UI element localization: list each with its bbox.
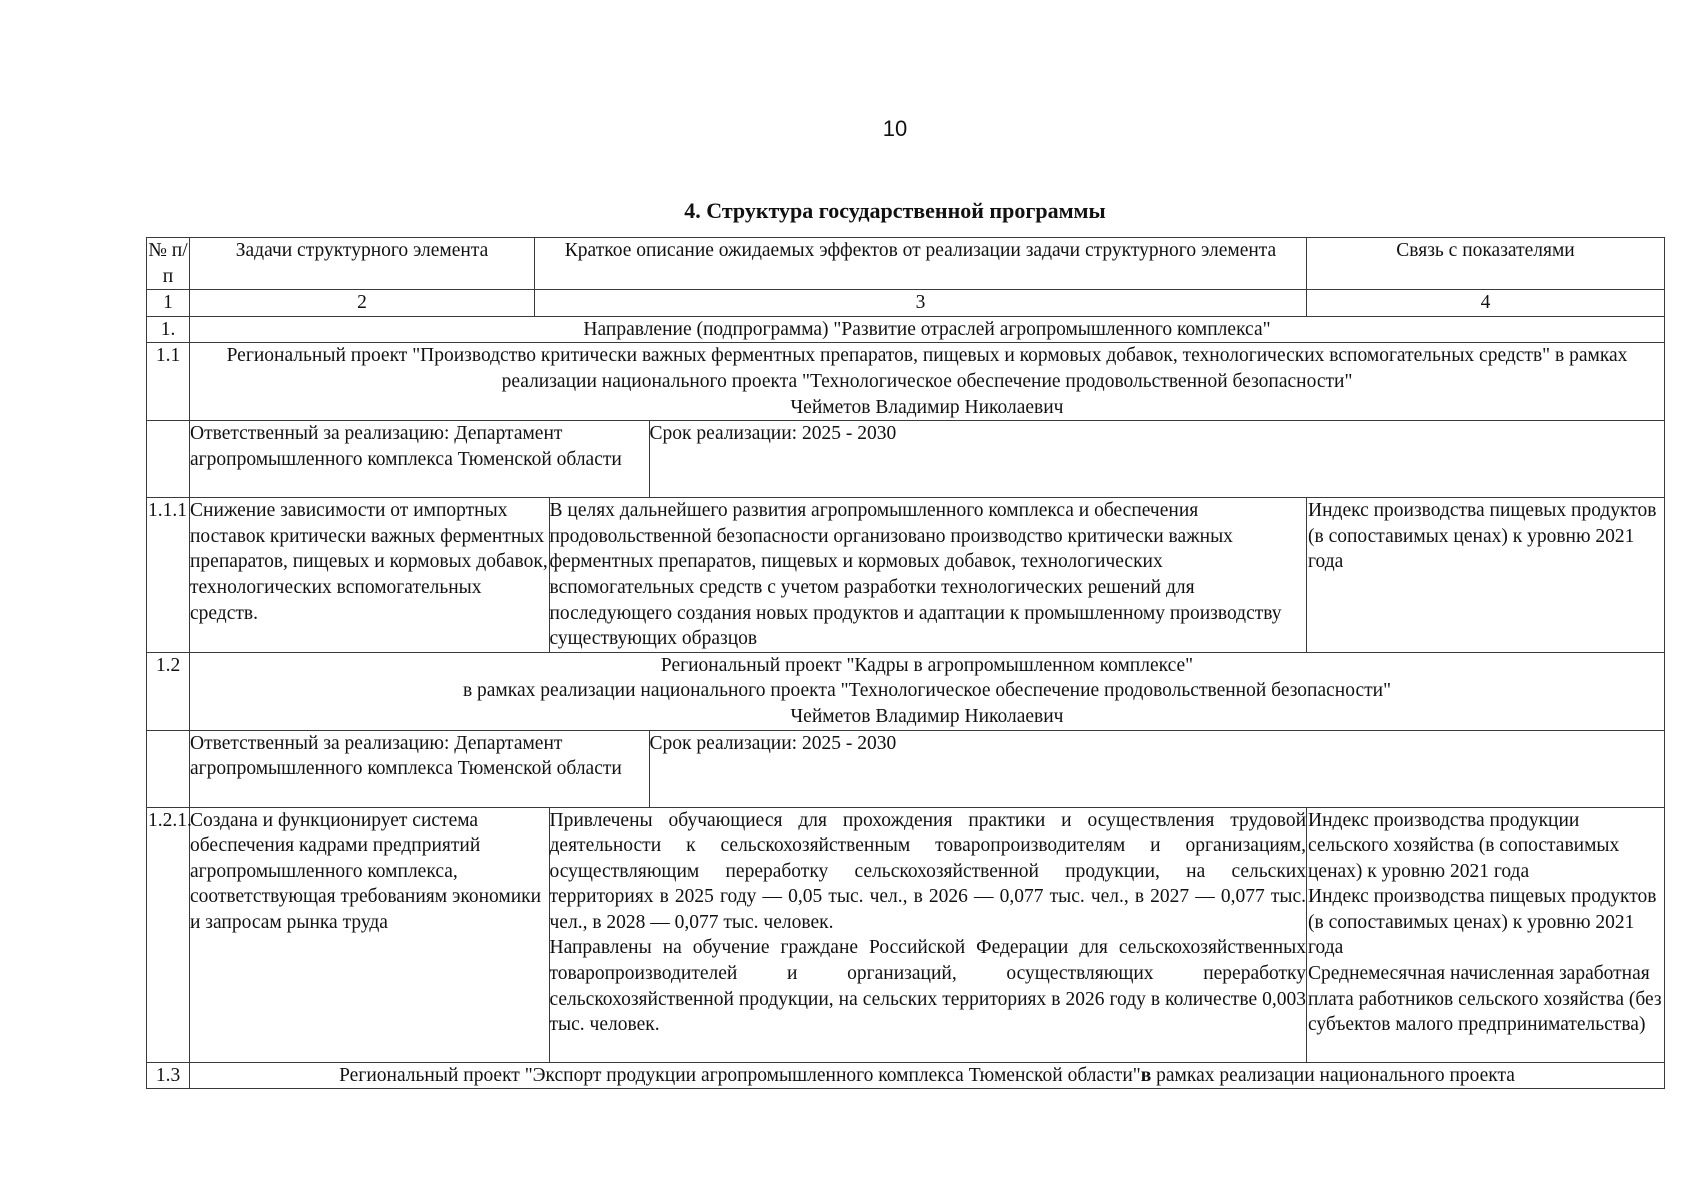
responsible-layout <box>190 421 1664 497</box>
project-title <box>190 652 1665 730</box>
column-number: 2 <box>190 290 535 317</box>
header-num: № п/п <box>147 238 190 290</box>
task-row-1-2-1 <box>147 807 1665 1062</box>
row-number: 1.2 <box>147 652 190 730</box>
responsible-layout <box>190 731 1664 807</box>
project-name: Региональный проект "Кадры в агропромышленном комплексе" <box>660 654 1194 676</box>
indicator-description: Индекс производства пищевых продуктов (в сопоставимых ценах) к уровню 2021 года <box>1307 498 1665 653</box>
project-row-1-1 <box>147 343 1665 421</box>
implementation-term: Срок реализации: 2025 - 2030 <box>649 423 897 445</box>
responsible-row-1-1 <box>147 421 1665 498</box>
project-name-bold: в <box>1140 1064 1152 1086</box>
project-name: Региональный проект "Производство критически важных ферментных препаратов, пищевых и кормовых добавок, технологических вспомогательных средств" в рамках реализации национального проекта "Технологическое обеспечение продовольственной безопасности" <box>226 345 1628 392</box>
task-and-effect-cell <box>190 498 1307 653</box>
indicator-item: Индекс производства пищевых продуктов (в сопоставимых ценах) к уровню 2021 года <box>1308 886 1657 959</box>
effect-paragraph: Привлечены обучающиеся для прохождения практики и осуществления трудовой деятельности к сельскохозяйственным товаропроизводителям и организациям, осуществляющим переработку сельскохозяйственной продукции, на сельских территориях в 2025 году — 0,05 тыс. чел., в 2026 — 0,077 тыс. чел., в 2027 — 0,077 тыс. чел., в 2028 — 0,077 тыс. человек. <box>549 809 1306 933</box>
column-number: 3 <box>535 290 1307 317</box>
row-number: 1.1 <box>147 343 190 421</box>
task-layout <box>190 498 1306 652</box>
project-context: в рамках реализации национального проекта "Технологическое обеспечение продовольственной безопасности" <box>462 680 1392 702</box>
project-leader: Чейметов Владимир Николаевич <box>790 396 1064 418</box>
empty-cell <box>147 421 190 498</box>
project-leader: Чейметов Владимир Николаевич <box>790 705 1064 727</box>
column-number: 1 <box>147 290 190 317</box>
project-title <box>190 343 1665 421</box>
empty-cell <box>147 730 190 807</box>
responsible-cell <box>190 421 1665 498</box>
responsible-row-1-2 <box>147 730 1665 807</box>
row-number: 1.2.1. <box>147 807 190 1062</box>
program-structure-table <box>146 237 1665 1089</box>
header-tasks: Задачи структурного элемента <box>190 238 535 290</box>
header-indicators: Связь с показателями <box>1307 238 1665 290</box>
task-and-effect-cell <box>190 807 1307 1062</box>
project-name: Региональный проект "Экспорт продукции агропромышленного комплекса Тюменской области" <box>339 1064 1141 1086</box>
task-description: Снижение зависимости от импортных поставок критически важных ферментных препаратов, пищевых и кормовых добавок, технологических вспомогательных средств. <box>190 498 549 652</box>
responsible-department: Ответственный за реализацию: Департамент агропромышленного комплекса Тюменской области <box>190 421 649 497</box>
responsible-cell <box>190 730 1665 807</box>
effect-description: В целях дальнейшего развития агропромышленного комплекса и обеспечения продовольственной безопасности организовано производство критически важных ферментных препаратов, пищевых и кормовых добавок, технологических вспомогательных средств с учетом разработки технологических решений для последующего создания новых продуктов и адаптации к промышленному производству существующих образцов <box>549 500 1282 650</box>
header-effects: Краткое описание ожидаемых эффектов от реализации задачи структурного элемента <box>535 238 1307 290</box>
indicator-description <box>1307 807 1665 1062</box>
row-number: 1.1.1 <box>147 498 190 653</box>
direction-title: Направление (подпрограмма) "Развитие отраслей агропромышленного комплекса" <box>190 316 1665 343</box>
indicator-item: Среднемесячная начисленная заработная плата работников сельского хозяйства (без субъектов малого предпринимательства) <box>1308 963 1662 1036</box>
header-row <box>147 238 1665 290</box>
project-row-1-3 <box>147 1062 1665 1089</box>
column-number: 4 <box>1307 290 1665 317</box>
project-title <box>190 1062 1665 1089</box>
row-number: 1.3 <box>147 1062 190 1089</box>
page-number: 10 <box>882 116 908 141</box>
row-number: 1. <box>147 316 190 343</box>
task-description: Создана и функционирует система обеспечения кадрами предприятий агропромышленного комплекса, соответствующая требованиям экономики и запросам рынка труда <box>190 808 549 1062</box>
task-layout <box>190 808 1306 1062</box>
implementation-term: Срок реализации: 2025 - 2030 <box>649 732 897 754</box>
effect-paragraph: Направлены на обучение граждане Российской Федерации для сельскохозяйственных товаропроизводителей и организаций, осуществляющих переработку сельскохозяйственной продукции, на сельских территориях в 2026 году в количестве 0,003 тыс. человек. <box>549 937 1306 1036</box>
indicator-item: Индекс производства продукции сельского хозяйства (в сопоставимых ценах) к уровню 2021 года <box>1308 809 1620 882</box>
task-row-1-1-1 <box>147 498 1665 653</box>
project-row-1-2 <box>147 652 1665 730</box>
direction-row <box>147 316 1665 343</box>
effect-description <box>549 808 1306 1062</box>
section-title: 4. Структура государственной программы <box>684 198 1106 223</box>
column-number-row <box>147 290 1665 317</box>
responsible-department: Ответственный за реализацию: Департамент агропромышленного комплекса Тюменской области <box>190 731 649 807</box>
project-context: рамках реализации национального проекта <box>1151 1064 1515 1086</box>
